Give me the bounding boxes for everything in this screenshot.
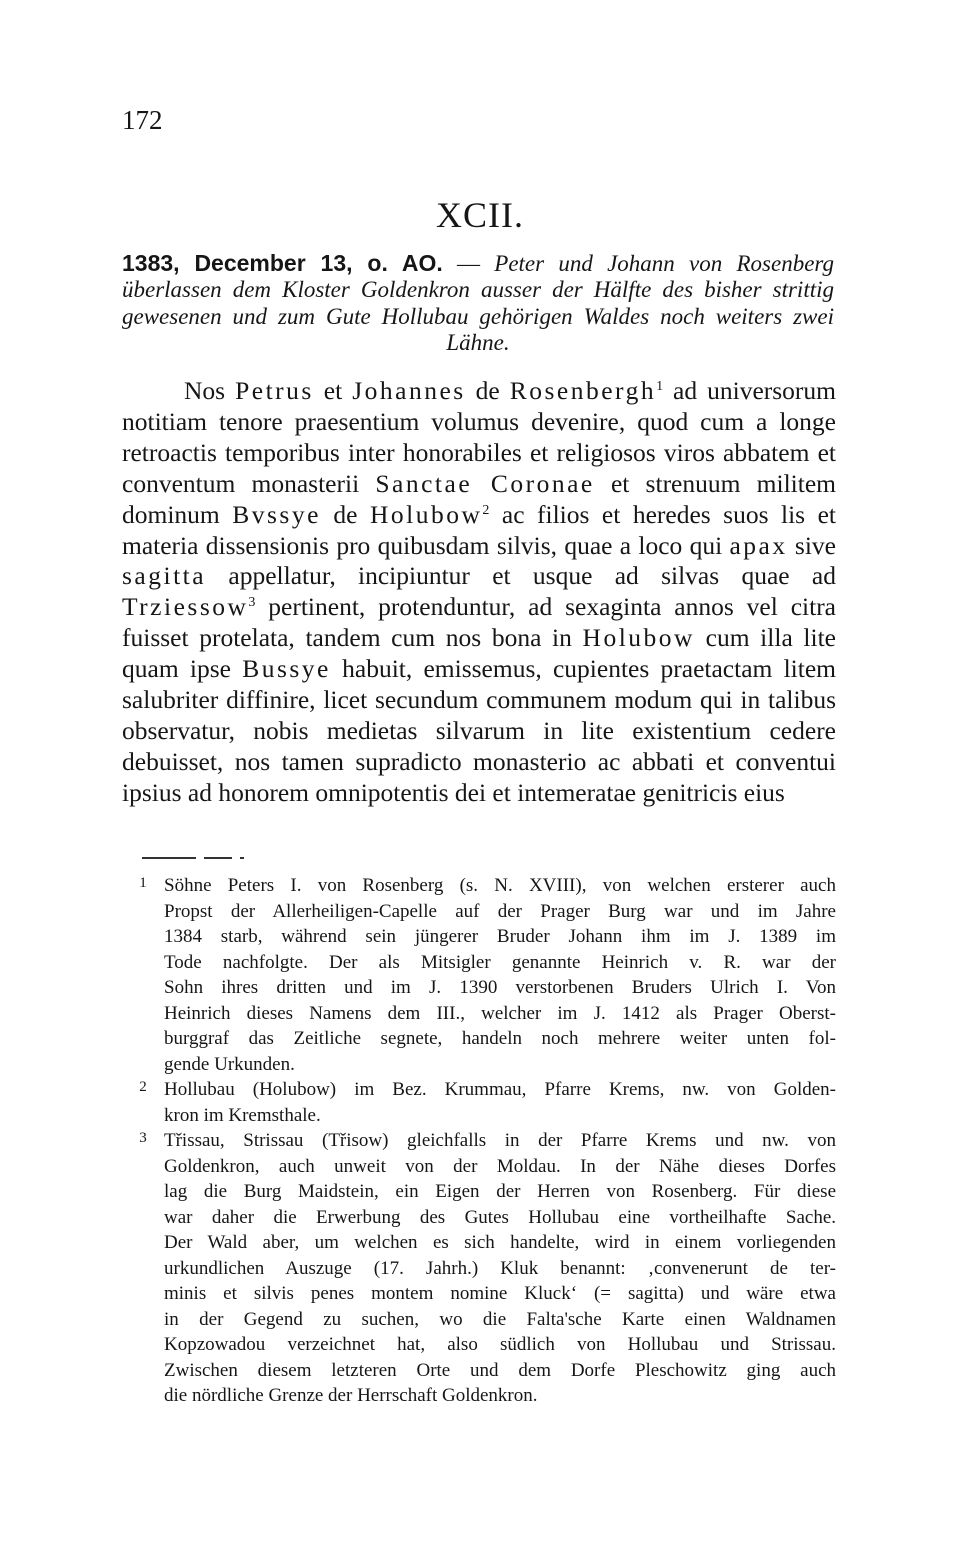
text-run: ac filios et heredes suos lis et materia dissensionis pro quibusdam silvis, quae a loco qui <box>122 499 836 560</box>
text-run: appellatur, incipiuntur et usque ad silvas quae ad <box>206 561 836 591</box>
footnote-line: Der Wald aber, um welchen es sich handelte, wird in einem vorliegenden <box>164 1232 836 1253</box>
footnote-line: lag die Burg Maidstein, ein Eigen der Herren von Rosenberg. Für diese <box>164 1181 836 1202</box>
separator-segment <box>204 857 232 859</box>
footnote-3 <box>122 1128 836 1409</box>
name-trziessow: Trziessow <box>122 592 249 622</box>
footnote-text <box>164 873 836 1077</box>
footnote-2 <box>122 1077 836 1128</box>
text-run: ad universorum notitiam tenore praesentium volumus devenire, quod cum a longe retroactis temporibus inter honorabiles et religiosos viros abbatem et conventum monasterii <box>122 376 837 498</box>
footnotes <box>122 873 836 1409</box>
document-regest <box>122 250 834 356</box>
page-number: 172 <box>122 105 163 135</box>
text-run: et <box>313 376 353 405</box>
footnote-mark: 1 <box>139 875 147 891</box>
text-run: Nos <box>184 376 236 405</box>
footnote-line: Söhne Peters I. von Rosenberg (s. N. XVIII), von welchen ersterer auch <box>164 875 836 896</box>
footnote-line: Propst der Allerheiligen-Capelle auf der Prager Burg war und im Jahre <box>164 900 836 922</box>
footnote-line: urkundlichen Auszuge (17. Jahrh.) Kluk benannt: ‚convenerunt de ter- <box>164 1257 836 1279</box>
document-date: 1383, December 13, o. AO. <box>122 250 443 276</box>
footnote-line: gende Urkunden. <box>164 1053 295 1075</box>
footnote-text <box>164 1077 836 1128</box>
footnote-ref-3: 3 <box>248 595 256 611</box>
footnote-ref-2: 2 <box>482 502 490 518</box>
footnote-line: Tode nachfolgte. Der als Mitsigler genannte Heinrich v. R. war der <box>164 951 836 973</box>
term-apax: apax <box>729 530 788 560</box>
text-run: sive <box>787 530 836 560</box>
footnote-line: Sohn ihres dritten und im J. 1390 verstorbenen Bruders Ulrich I. Von <box>164 977 836 998</box>
footnote-line: Heinrich dieses Namens dem III., welcher im J. 1412 als Prager Oberst- <box>164 1002 836 1024</box>
separator-segment <box>240 857 244 859</box>
document-summary: Peter und Johann von Rosenberg überlassen dem Kloster Goldenkron ausser der Hälfte des bisher strittig gewesenen und zum Gute Hollubau gehörigen Waldes noch weiters zwei Lähne. <box>122 251 835 355</box>
text-run: de <box>465 376 510 405</box>
footnote-line: 1384 starb, während sein jüngerer Bruder Johann ihm im J. 1389 im <box>164 926 836 947</box>
name-holubow: Holubow <box>582 623 695 653</box>
regest-dash: — <box>442 251 495 276</box>
text-run: habuit, emissemus, cupientes praetactam litem salubriter diffinire, licet secundum communem modum qui in talibus observatur, nobis medietas silvarum in lite existentium cedere debuisset, nos tamen supradicto monasterio ac abbati et conventui ipsius ad honorem omnipotentis dei et intemeratae genitricis eius <box>122 654 836 807</box>
term-sagitta: sagitta <box>122 561 207 591</box>
name-rosenbergh: Rosenbergh <box>509 376 657 405</box>
name-bussye: Bussye <box>242 654 331 684</box>
footnote-line: burggraf das Zeitliche segnete, handeln noch mehrere weiter unten fol- <box>164 1028 836 1049</box>
text-run: cum illa lite quam ipse <box>122 623 836 684</box>
separator-segment <box>142 857 196 859</box>
name-petrus: Petrus <box>235 376 314 405</box>
footnote-mark: 2 <box>139 1079 147 1095</box>
charter-paragraph <box>122 376 836 809</box>
footnote-ref-1: 1 <box>656 379 664 394</box>
name-bvssye: Bvssye <box>232 499 321 529</box>
name-sanctae-coronae: Sanctae Coronae <box>375 468 595 498</box>
footnote-line: in der Gegend zu suchen, wo die Falta'sche Karte einen Waldnamen <box>164 1308 836 1330</box>
footnote-line: war daher die Erwerbung des Gutes Hollubau eine vortheilhafte Sache. <box>164 1206 836 1228</box>
footnote-line: Třissau, Strissau (Třisow) gleichfalls in der Pfarre Krems und nw. von <box>164 1130 836 1151</box>
text-run: de <box>320 499 370 529</box>
footnote-text <box>164 1128 836 1409</box>
footnote-line: Zwischen diesem letzteren Orte und dem Dorfe Pleschowitz ging auch <box>164 1359 836 1381</box>
name-johannes: Johannes <box>352 376 466 405</box>
footnote-line: minis et silvis penes montem nomine Kluck‘ (= sagitta) und wäre etwa <box>164 1283 836 1304</box>
footnote-line: kron im Kremsthale. <box>164 1104 321 1126</box>
footnote-line: Hollubau (Holubow) im Bez. Krummau, Pfarre Krems, nw. von Golden- <box>164 1079 836 1100</box>
text-run: pertinent, protenduntur, ad sexaginta annos vel citra fuisset protelata, tandem cum nos bona in <box>122 592 836 653</box>
charter-text <box>122 376 836 809</box>
footnote-mark: 3 <box>139 1130 147 1146</box>
name-holubow: Holubow <box>369 499 483 529</box>
document-number: XCII. <box>436 195 524 235</box>
footnote-1 <box>122 873 836 1077</box>
footnote-line: die nördliche Grenze der Herrschaft Goldenkron. <box>164 1385 538 1406</box>
footnote-line: Goldenkron, auch unweit von der Moldau. In der Nähe dieses Dorfes <box>164 1155 836 1177</box>
footnote-line: Kopzowadou verzeichnet hat, also südlich von Hollubau und Strissau. <box>164 1334 836 1355</box>
text-run: et strenuum militem dominum <box>122 468 836 529</box>
